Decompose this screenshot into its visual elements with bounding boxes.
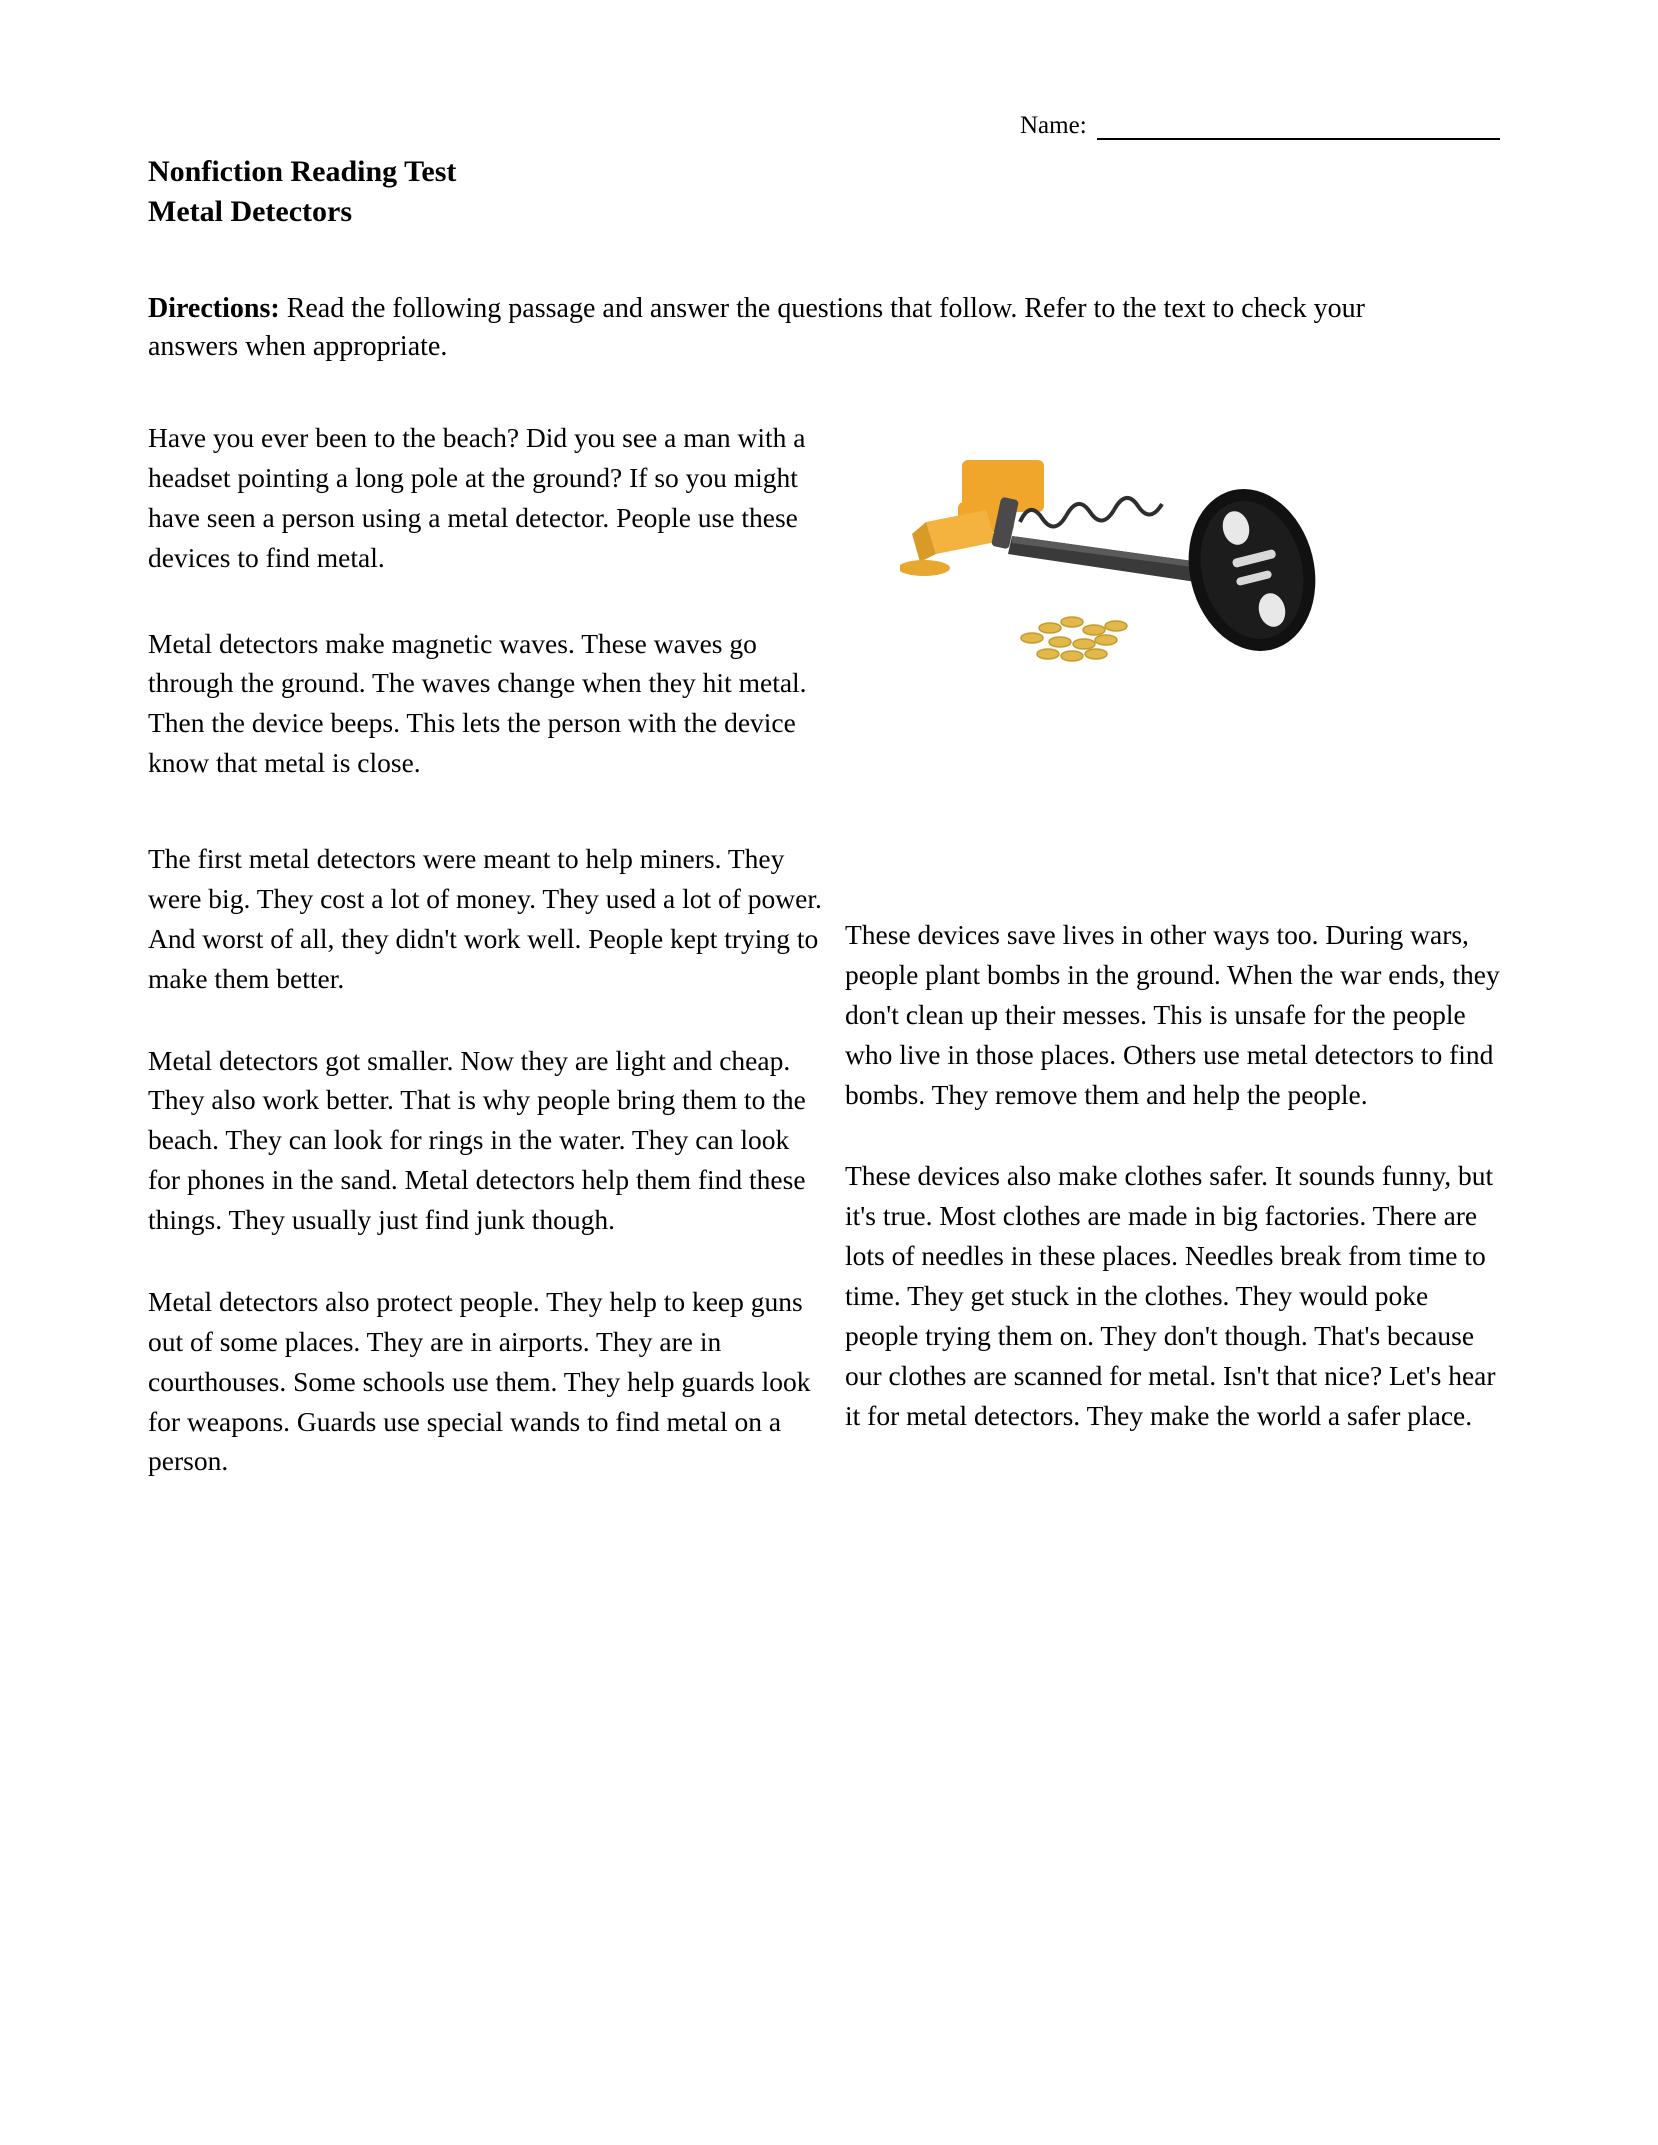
page-title [148,152,948,231]
directions-text: Read the following passage and answer the questions that follow. Refer to the text to check your answers when appropriate. [148,293,1365,362]
name-label: Name: [1020,112,1087,139]
metal-detector-icon [900,450,1380,710]
paragraph: The first metal detectors were meant to help miners. They were big. They cost a lot of money. They used a lot of power. And worst of all, they didn't work well. People kept trying to make them better. [148,843,822,994]
directions-label: Directions: [148,293,280,324]
paragraph: Metal detectors make magnetic waves. These waves go through the ground. The waves change when they hit metal. Then the device beeps. This lets the person with the device know that metal is close. [148,627,807,779]
passage-column-left [148,418,828,1481]
passage-column-right [845,915,1505,1436]
paragraph: Metal detectors also protect people. They help to keep guns out of some places. They are in airports. They are in courthouses. Some schools use them. They help guards look for weapons. Guards use special wands to find metal on a person. [148,1285,811,1477]
paragraph: These devices also make clothes safer. It sounds funny, but it's true. Most clothes are made in big factories. There are lots of needles in these places. Needles break from time to time. They get stuck in the clothes. They would poke people trying them on. They don't though. That's because our clothes are scanned for metal. Isn't that nice? Let's hear it for metal detectors. They make the world a safer place. [845,1160,1496,1431]
metal-detector-illustration [900,450,1380,710]
paragraph: These devices save lives in other ways too. During wars, people plant bombs in the ground. When the war ends, they don't clean up their messes. This is unsafe for the people who live in those places. Others use metal detectors to find bombs. They remove them and help the people. [845,919,1500,1110]
name-input-line[interactable] [1097,114,1500,140]
paragraph: Have you ever been to the beach? Did you see a man with a headset pointing a long pole at the ground? If so you might have seen a person using a metal detector. People use these devices to find metal. [148,422,806,573]
paragraph: Metal detectors got smaller. Now they are light and cheap. They also work better. That is why people bring them to the beach. They can look for rings in the water. They can look for phones in the sand. Metal detectors help them find these things. They usually just find junk though. [148,1044,806,1235]
title-line-2: Metal Detectors [148,194,353,228]
name-field-row [1020,112,1500,140]
directions-block [148,290,1458,366]
title-line-1: Nonfiction Reading Test [148,155,457,188]
